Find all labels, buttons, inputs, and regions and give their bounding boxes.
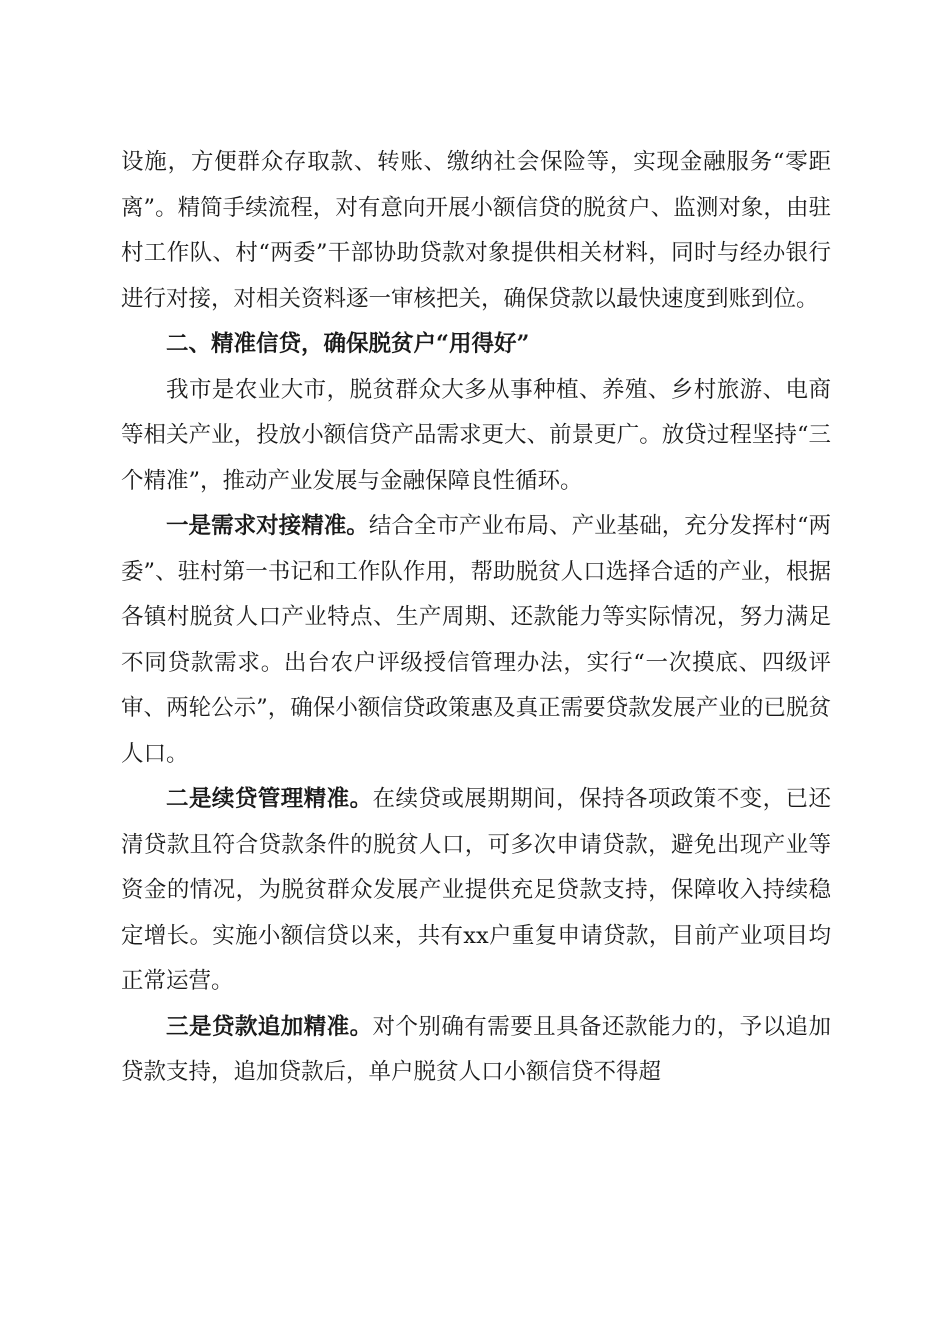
section-heading: 二、精准信贷，确保脱贫户“用得好” (166, 331, 530, 357)
paragraph-continuation: 设施，方便群众存取款、转账、缴纳社会保险等，实现金融服务“零距离”。精简手续流程，对有意向开展小额信贷的脱贫户、监测对象，由驻村工作队、村“两委”干部协助贷款对象提供相关材料，同时与经办银行进行对接，对相关资料逐一审核把关，确保贷款以最快速度到账到位。 (121, 149, 831, 312)
paragraph-lead: 一是需求对接精准。 (166, 513, 369, 539)
paragraph-renewal-management (121, 777, 831, 1005)
paragraph-demand-matching (121, 504, 831, 777)
paragraph-text: 对个别确有需要且具备还款能力的，予以追加贷款支持，追加贷款后，单户脱贫人口小额信贷不得超 (121, 1013, 831, 1085)
paragraph-text: 结合全市产业布局、产业基础，充分发挥村“两委”、驻村第一书记和工作队作用，帮助脱贫人口选择合适的产业，根据各镇村脱贫人口产业特点、生产周期、还款能力等实际情况，努力满足不同贷款需求。出台农户评级授信管理办法，实行“一次摸底、四级评审、两轮公示”，确保小额信贷政策惠及真正需要贷款发展产业的已脱贫人口。 (121, 513, 831, 767)
document-body (121, 140, 831, 1096)
paragraph-lead: 三是贷款追加精准。 (166, 1013, 373, 1040)
paragraph-additional-loan (121, 1005, 831, 1096)
paragraph-lead: 二是续贷管理精准。 (166, 786, 373, 812)
paragraph-intro: 我市是农业大市，脱贫群众大多从事种植、养殖、乡村旅游、电商等相关产业，投放小额信贷产品需求更大、前景更广。放贷过程坚持“三个精准”，推动产业发展与金融保障良性循环。 (121, 376, 831, 494)
paragraph-text: 在续贷或展期期间，保持各项政策不变，已还清贷款且符合贷款条件的脱贫人口，可多次申请贷款，避免出现产业等资金的情况，为脱贫群众发展产业提供充足贷款支持，保障收入持续稳定增长。实施小额信贷以来，共有xx户重复申请贷款，目前产业项目均正常运营。 (121, 786, 831, 994)
